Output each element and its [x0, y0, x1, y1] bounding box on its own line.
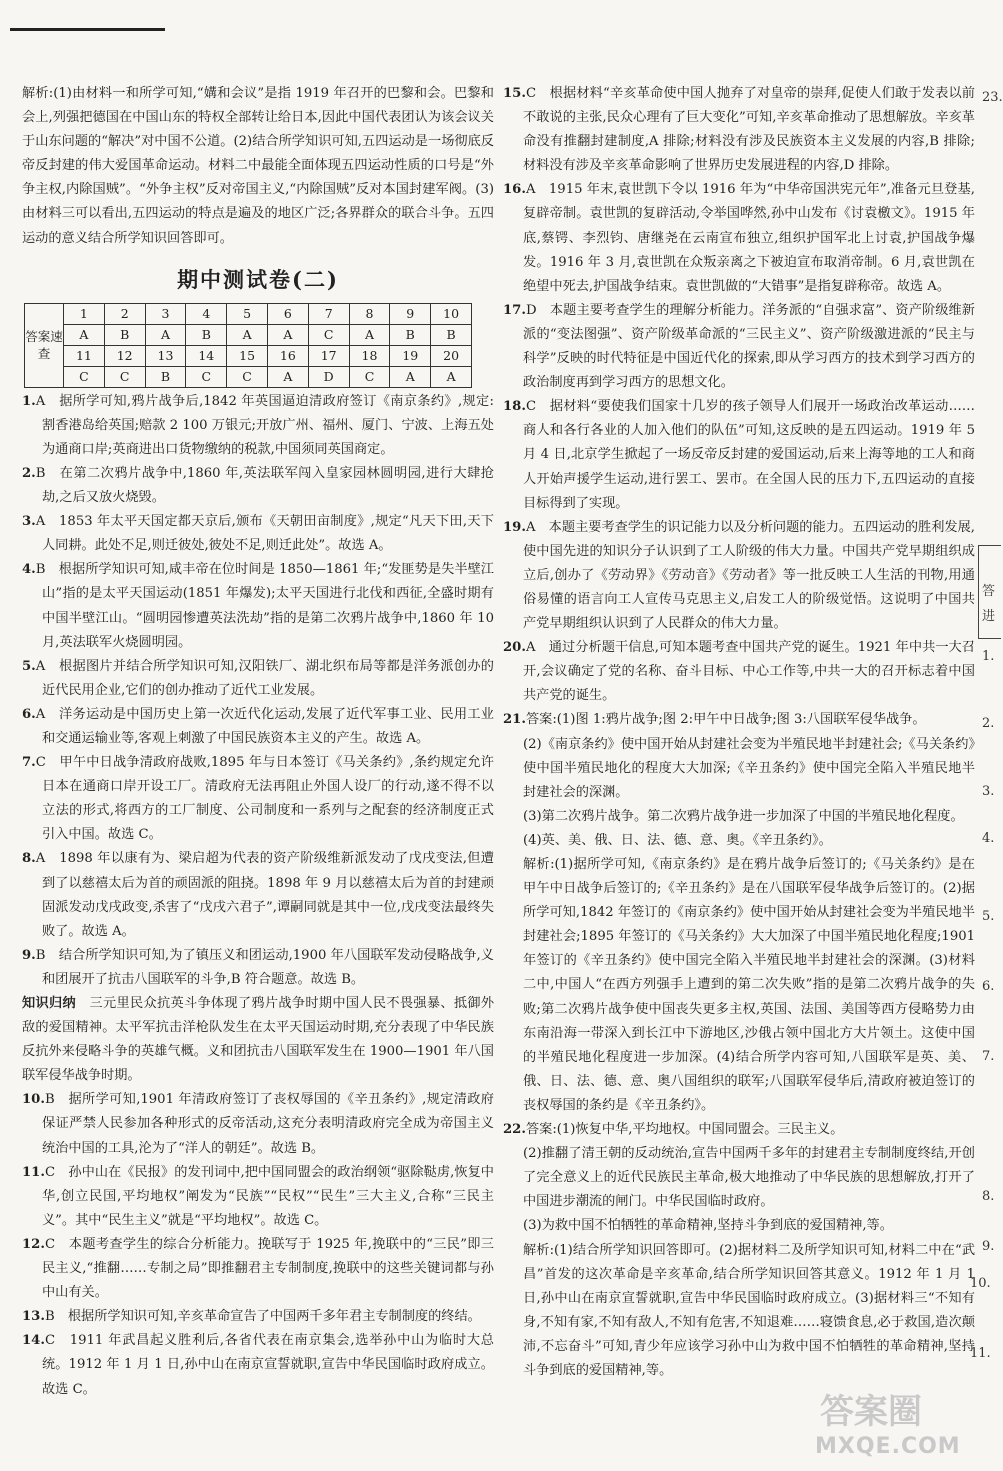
table-cell: D — [308, 366, 349, 387]
answer-item-17 — [503, 299, 975, 395]
item-number: 7. — [22, 755, 36, 771]
knowledge-label: 知识归纳 — [22, 996, 76, 1011]
item-text: B 根据所学知识可知,辛亥革命宣告了中国两千多年君主专制制度的终结。 — [44, 1309, 481, 1325]
edge-text: 8. — [982, 1189, 995, 1204]
item-number: 16. — [503, 182, 526, 198]
answer-item-13 — [22, 1305, 494, 1329]
table-cell: 8 — [349, 303, 390, 324]
q21-part: (2)《南京条约》使中国开始从封建社会变为半殖民地半封建社会;《马关条约》使中国半殖民地化的程度大大加深;《辛丑条约》使中国完全陷入半殖民地半封建社会的深渊。 — [523, 736, 975, 800]
table-cell: 14 — [186, 345, 227, 366]
q21-analysis: 解析:(1)据所学可知,《南京条约》是在鸦片战争后签订的;《马关条约》是在甲午中日战争后签订的;《辛丑条约》是在八国联军侵华战争后签订的。(2)据所学可知,1842 年签订的《南京条约》使中国开始从封建社会变为半殖民地半封建社会;1895 年签订的《马关条约》大大加深了中国半殖民地化程度;1901 年签订的《辛丑条约》使中国完全陷入半殖民地半封建社会的深渊。(3)材料二中,中国人“在西方列强手上遭到的第二次失败”指的是第二次鸦片战争的失败;第二次鸦片战争使中国丧失更多主权,英国、法国、美国等西方侵略势力由东南沿海一带深入到长江中下游地区,沙俄占领中国北方大片领土。这使中国的半殖民地化程度进一步加深。(4)结合所学内容可知,八国联军是英、美、俄、日、法、德、意、奥八国组织的联军;八国联军侵华后,清政府被迫签订的丧权辱国的条约是《辛丑条约》。 — [523, 857, 975, 1113]
item-number: 2. — [22, 465, 36, 481]
left-column — [22, 82, 494, 1402]
table-cell: A — [390, 366, 431, 387]
table-cell: 5 — [227, 303, 268, 324]
item-number: 22. — [503, 1122, 526, 1138]
table-cell: B — [145, 366, 186, 387]
table-cell: C — [308, 324, 349, 345]
item-text: D 本题主要考查学生的理解分析能力。洋务派的“自强求富”、资产阶级维新派的“变法图强”、资产阶级革命派的“三民主义”、资产阶级激进派的“民主与科学”反映的时代特征是中国近代化的探索,即从学习西方的技术到学习西方的政治制度再到学习西方的思想文化。 — [523, 302, 975, 391]
table-cell: C — [186, 366, 227, 387]
q22-part: (2)推翻了清王朝的反动统治,宣告中国两千多年的封建君主专制制度终结,开创了完全意义上的近代民族民主革命,极大地推动了中华民族的思想解放,打开了中国进步潮流的闸门。中华民国临时政府。 — [523, 1146, 975, 1210]
table-cell: 4 — [186, 303, 227, 324]
table-cell: 12 — [104, 345, 145, 366]
section-title: 期中测试卷(二) — [177, 266, 339, 292]
item-text: C 孙中山在《民报》的发刊词中,把中国同盟会的政治纲领“驱除鞑虏,恢复中华,创立民国,平均地权”阐发为“民族”“民权”“民生”三大主义,合称“三民主义”。其中“民生主义”就是“平均地权”。故选 C。 — [42, 1164, 494, 1228]
table-cell: 16 — [267, 345, 308, 366]
item-number: 8. — [22, 851, 36, 867]
item-number: 5. — [22, 658, 36, 674]
item-text: A 根据图片并结合所学知识可知,汉阳铁厂、湖北织布局等都是洋务派创办的近代民用企业,它们的创办推动了近代工业发展。 — [35, 658, 494, 698]
edge-text: 23. — [982, 90, 1003, 105]
item-text: C 甲午中日战争清政府战败,1895 年与日本签订《马关条约》,条约规定允许日本在通商口岸开设工厂。清政府无法再阻止外国人设厂的行动,遂不得不以立法的形式,将西方的工厂制度、公司制度和一系列与之配套的经济制度正式引入中国。故选 C。 — [35, 755, 494, 843]
table-cell: A — [267, 366, 308, 387]
table-cell: 6 — [267, 303, 308, 324]
edge-text: 1. — [982, 649, 995, 664]
table-cell: C — [349, 366, 390, 387]
edge-text: 进 — [982, 609, 996, 624]
clipped-next-page-edge — [970, 0, 1003, 1471]
answer-item-8 — [22, 847, 494, 943]
table-cell: 7 — [308, 303, 349, 324]
answer-table — [24, 303, 472, 388]
answer-item-6 — [22, 703, 494, 751]
item-number: 17. — [503, 302, 526, 318]
table-cell: 1 — [64, 303, 105, 324]
table-cell: A — [227, 324, 268, 345]
table-cell: A — [349, 324, 390, 345]
table-cell: C — [104, 366, 145, 387]
table-cell: 15 — [227, 345, 268, 366]
answer-item-11 — [22, 1161, 494, 1233]
table-cell: C — [227, 366, 268, 387]
item-number: 19. — [503, 519, 526, 535]
answer-item-19 — [503, 516, 975, 636]
item-number: 15. — [503, 86, 526, 101]
item-text: A 1853 年太平天国定都天京后,颁布《天朝田亩制度》,规定“凡天下田,天下人同耕。此处不足,则迁彼处,彼处不足,则迁此处”。故选 A。 — [35, 514, 494, 554]
table-cell: A — [431, 366, 472, 387]
item-text: A 据所学可知,鸦片战争后,1842 年英国逼迫清政府签订《南京条约》,规定:割香港岛给英国;赔款 2 100 万银元;开放广州、福州、厦门、宁波、上海五处为通商口岸;英商进出口货物缴纳的税款,中国须同英国商定。 — [35, 393, 494, 457]
edge-text: 5. — [982, 909, 995, 924]
table-cell: 2 — [104, 303, 145, 324]
item-text: C 1911 年武昌起义胜利后,各省代表在南京集会,选举孙中山为临时大总统。1912 年 1 月 1 日,孙中山在南京宣誓就职,宣告中华民国临时政府成立。故选 C。 — [42, 1333, 494, 1397]
item-number: 3. — [22, 514, 36, 530]
q21-part: (4)英、美、俄、日、法、德、意、奥。《辛丑条约》。 — [523, 832, 832, 848]
edge-text: 答 — [982, 584, 996, 599]
item-number: 9. — [22, 947, 36, 963]
right-column — [503, 82, 975, 1383]
top-rule — [10, 28, 165, 31]
edge-text: 9. — [982, 1239, 995, 1254]
item-number: 14. — [22, 1333, 45, 1349]
knowledge-summary — [22, 992, 494, 1088]
answer-item-9 — [22, 944, 494, 992]
item-text: B 在第二次鸦片战争中,1860 年,英法联军闯入皇家园林圆明园,进行大肆抢劫,之后又放火烧毁。 — [35, 465, 494, 506]
table-cell: 3 — [145, 303, 186, 324]
item-number: 18. — [503, 399, 526, 415]
table-cell: 19 — [390, 345, 431, 366]
item-text: 答案:(1)图 1:鸦片战争;图 2:甲午中日战争;图 3:八国联军侵华战争。 — [525, 712, 926, 728]
table-cell: 9 — [390, 303, 431, 324]
edge-text: 2. — [982, 716, 995, 731]
answer-item-7 — [22, 751, 494, 847]
item-number: 13. — [22, 1309, 45, 1325]
answer-item-20 — [503, 636, 975, 708]
table-cell: 17 — [308, 345, 349, 366]
item-text: A 洋务运动是中国历史上第一次近代化运动,发展了近代军事工业、民用工业和交通运输业等,客观上刺激了中国民族资本主义的产生。故选 A。 — [35, 706, 494, 746]
edge-text: 10. — [970, 1276, 991, 1291]
table-cell: C — [64, 366, 105, 387]
edge-text: 4. — [982, 831, 995, 846]
table-cell: B — [390, 324, 431, 345]
answer-item-22 — [503, 1118, 975, 1142]
answer-item-12 — [22, 1233, 494, 1305]
table-cell: B — [186, 324, 227, 345]
answer-item-14 — [22, 1329, 494, 1401]
table-cell: A — [267, 324, 308, 345]
answer-item-5 — [22, 655, 494, 703]
q22-analysis: 解析:(1)结合所学知识回答即可。(2)据材料二及所学知识可知,材料二中在“武昌”首发的这次革命是辛亥革命,结合所学知识回答其意义。1912 年 1 月 1 日,孙中山在南京宣誓就职,宣告中华民国临时政府成立。(3)据材料三“不知有身,不知有家,不知有敌人,不知有危害,不知退难……寝馈食息,必于救国,造次颠沛,不忘奋斗”可知,青少年应该学习孙中山为救中国不怕牺牲的革命精神,坚持斗争到底的爱国精神,等。 — [523, 1242, 975, 1378]
item-number: 6. — [22, 706, 36, 722]
table-cell: A — [145, 324, 186, 345]
item-number: 4. — [22, 562, 36, 578]
answer-item-21 — [503, 708, 975, 732]
watermark-logo: 答案圈 — [820, 1392, 922, 1432]
answer-item-3 — [22, 510, 494, 558]
table-cell: B — [431, 324, 472, 345]
item-text: C 本题考查学生的综合分析能力。挽联写于 1925 年,挽联中的“三民”即三民主义,“推翻……专制之局”即推翻君主专制制度,挽联中的这些关键词都与孙中山有关。 — [42, 1236, 494, 1301]
q22-part: (3)为救中国不怕牺牲的革命精神,坚持斗争到底的爱国精神,等。 — [523, 1218, 893, 1234]
edge-text: 3. — [982, 784, 995, 799]
item-number: 20. — [503, 640, 526, 656]
item-number: 12. — [22, 1236, 45, 1252]
answer-table-label: 答案速查 — [25, 303, 64, 387]
table-cell: 20 — [431, 345, 472, 366]
item-text: A 1898 年以康有为、梁启超为代表的资产阶级维新派发动了戊戌变法,但遭到了以慈禧太后为首的顽固派的阻挠。1898 年 9 月以慈禧太后为首的封建顽固派发动戊戌政变,杀害了“戊戌六君子”,谭嗣同就是其中一位,戊戌变法最终失败了。故选 A。 — [35, 851, 494, 939]
answer-item-10 — [22, 1088, 494, 1160]
q21-part: (3)第二次鸦片战争。第二次鸦片战争进一步加深了中国的半殖民地化程度。 — [523, 808, 964, 824]
answer-item-15 — [503, 82, 975, 178]
watermark-url: MXQE.COM — [815, 1434, 961, 1459]
item-number: 11. — [22, 1164, 45, 1180]
table-cell: 13 — [145, 345, 186, 366]
edge-text: 11. — [970, 1346, 991, 1361]
item-text: 答案:(1)恢复中华,平均地权。中国同盟会。三民主义。 — [525, 1122, 844, 1138]
table-cell: A — [64, 324, 105, 345]
intro-analysis: 解析:(1)由材料一和所学可知,“媾和会议”是指 1919 年召开的巴黎和会。巴黎和会上,列强把德国在中国山东的特权全部转让给日本,因此中国代表团认为该会议关于山东问题的“解决”对中国不公道。(2)结合所学知识可知,五四运动是一场彻底反帝反封建的伟大爱国革命运动。材料二中最能全面体现五四运动性质的口号是“外争主权,内除国贼”。“外争主权”反对帝国主义,“内除国贼”反对本国封建军阀。(3)由材料三可以看出,五四运动的特点是遍及的地区广泛;各界群众的联合斗争。五四运动的意义结合所学知识回答即可。 — [22, 86, 494, 246]
table-cell: 11 — [64, 345, 105, 366]
item-text: A 1915 年末,袁世凯下令以 1916 年为“中华帝国洪宪元年”,准备元旦登基,复辟帝制。袁世凯的复辟活动,令举国哗然,孙中山发布《讨袁檄文》。1915 年底,蔡锷、李烈钧、唐继尧在云南宣布独立,组织护国军北上讨袁,护国战争爆发。1916 年 3 月,袁世凯在众叛亲离之下被迫宣布取消帝制。6 月,袁世凯在绝望中死去,护国战争结束。袁世凯做的“大错事”是指复辟称帝。故选 A。 — [523, 182, 975, 294]
item-text: B 据所学可知,1901 年清政府签订了丧权辱国的《辛丑条约》,规定清政府保证严禁人民参加各种形式的反帝活动,这充分表明清政府完全成为帝国主义统治中国的工具,沦为了“洋人的朝廷”。故选 B。 — [42, 1092, 494, 1156]
item-text: C 据材料“要使我们国家十几岁的孩子领导人们展开一场政治改革运动……商人和各行各业的人加入他们的队伍”可知,这反映的是五四运动。1919 年 5 月 4 日,北京学生掀起了一场反帝反封建的爱国运动,后来上海等地的工人和商人开始声援学生运动,进行罢工、罢市。在全国人民的压力下,五四运动的直接目标得到了实现。 — [523, 399, 975, 511]
answer-item-18 — [503, 395, 975, 515]
table-cell: 18 — [349, 345, 390, 366]
knowledge-text: 三元里民众抗英斗争体现了鸦片战争时期中国人民不畏强暴、抵御外敌的爱国精神。太平军抗击洋枪队发生在太平天国运动时期,充分表现了中华民族反抗外来侵略斗争的英雄气概。义和团抗击八国联军发生在 1900—1901 年八国联军侵华战争时期。 — [22, 996, 495, 1084]
item-number: 1. — [22, 393, 36, 409]
edge-text: 7. — [982, 1049, 995, 1064]
item-text: A 通过分析题干信息,可知本题考查中国共产党的诞生。1921 年中共一大召开,会议确定了党的名称、奋斗目标、中心工作等,中共一大的召开标志着中国共产党的诞生。 — [523, 640, 975, 704]
item-number: 10. — [22, 1092, 45, 1108]
table-cell: B — [104, 324, 145, 345]
item-text: A 本题主要考查学生的识记能力以及分析问题的能力。五四运动的胜利发展,使中国先进的知识分子认识到了工人阶级的伟大力量。中国共产党早期组织成立后,创办了《劳动界》《劳动音》《劳动者》等一批反映工人生活的刊物,用通俗易懂的语言向工人宣传马克思主义,启发工人的阶级觉悟。这说明了中国共产党早期组织认识到了人民群众的伟大力量。 — [523, 519, 975, 632]
answer-item-4 — [22, 558, 494, 654]
answer-item-2 — [22, 462, 494, 510]
answer-item-16 — [503, 178, 975, 298]
edge-text: 6. — [982, 979, 995, 994]
item-text: B 结合所学知识可知,为了镇压义和团运动,1900 年八国联军发动侵略战争,义和团展开了抗击八国联军的斗争,B 符合题意。故选 B。 — [35, 947, 494, 987]
item-number: 21. — [503, 712, 526, 728]
item-text: B 根据所学知识可知,咸丰帝在位时间是 1850—1861 年;“发匪势是失半壁江山”指的是太平天国运动(1851 年爆发);太平天国进行北伐和西征,全盛时期有中国半壁江山。“圆明园惨遭英法洗劫”指的是第二次鸦片战争中,1860 年 10 月,英法联军火烧圆明园。 — [35, 562, 494, 650]
table-cell: 10 — [431, 303, 472, 324]
answer-item-1 — [22, 390, 494, 462]
item-text: C 根据材料“辛亥革命使中国人抛弃了对皇帝的崇拜,促使人们敢于发表以前不敢说的主张,民众心理有了巨大变化”可知,辛亥革命推动了思想解放。辛亥革命没有推翻封建制度,A 排除;材料没有涉及民族资本主义发展的内容,B 排除;材料没有涉及辛亥革命影响了世界历史发展进程的内容,D 排除。 — [523, 86, 975, 174]
